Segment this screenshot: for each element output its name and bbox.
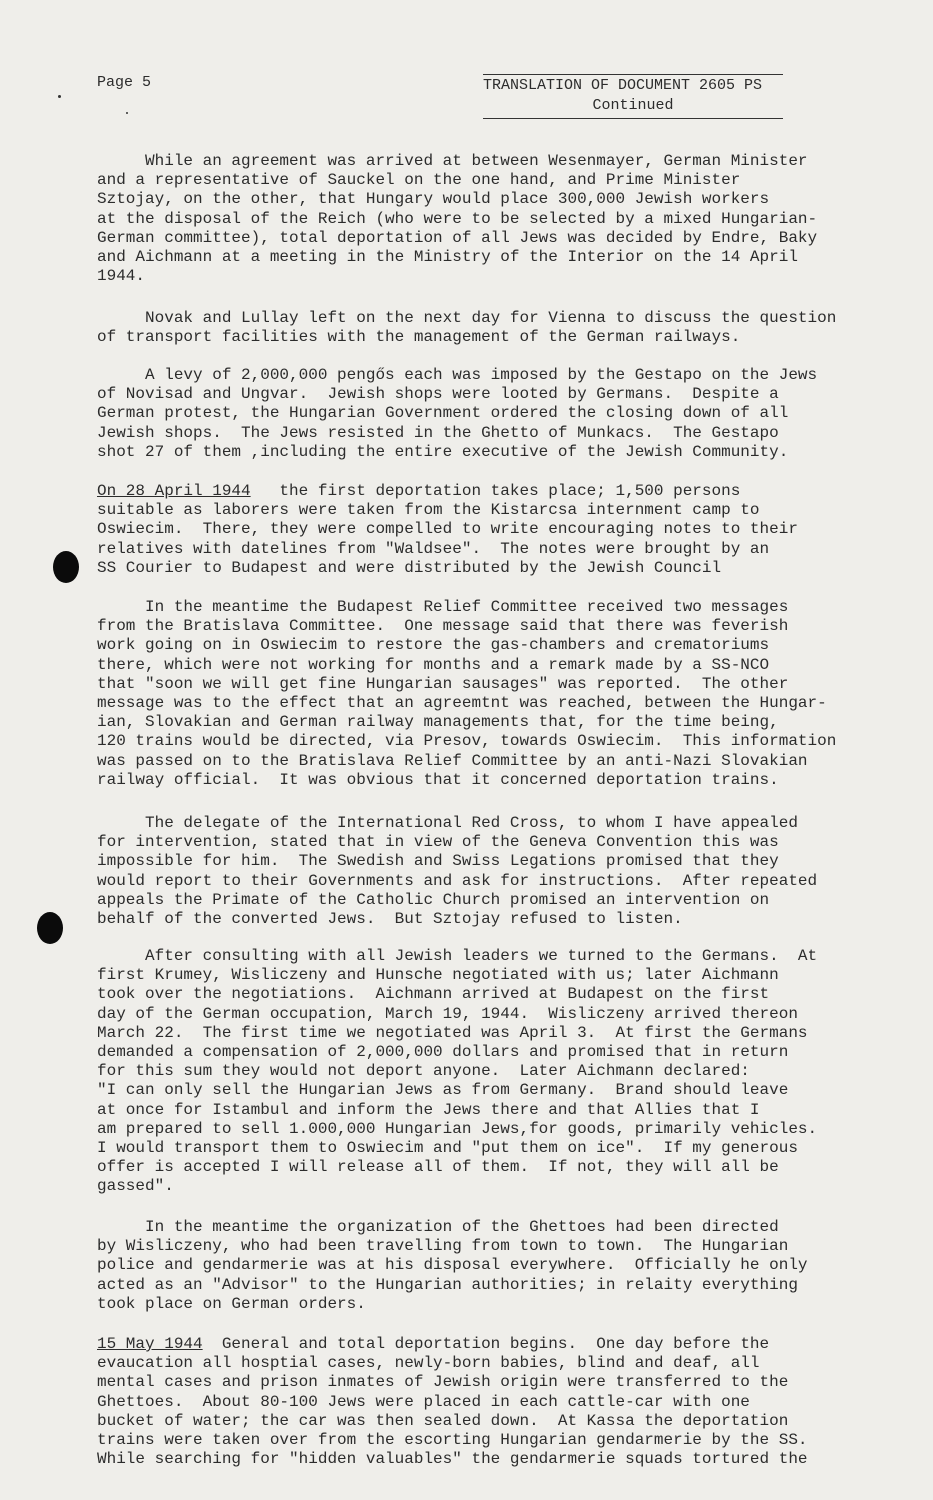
paragraph-line: behalf of the converted Jews. But Sztojay refused to listen. — [97, 910, 683, 929]
paragraph-line: In the meantime the Budapest Relief Committee received two messages — [97, 598, 789, 616]
paragraph — [97, 598, 857, 790]
paragraph-line: offer is accepted I will release all of them. If not, they will all be — [97, 1158, 779, 1177]
paragraph-line: "I can only sell the Hungarian Jews as from Germany. Brand should leave — [97, 1081, 789, 1100]
paragraph-line: was passed on to the Bratislava Relief Committee by an anti-Nazi Slovakian — [97, 751, 808, 770]
paragraph-line: at once for Istambul and inform the Jews there and that Allies that I — [97, 1100, 760, 1119]
paragraph-line: would report to their Governments and ask for instructions. After repeated — [97, 871, 818, 890]
paragraph-line: Sztojay, on the other, that Hungary would place 300,000 Jewish workers — [97, 190, 770, 209]
paragraph-line: 120 trains would be directed, via Presov, towards Oswiecim. This information — [97, 732, 837, 751]
paragraph-line: suitable as laborers were taken from the Kistarcsa internment camp to — [97, 501, 760, 520]
paragraph-line: mental cases and prison inmates of Jewish origin were transferred to the — [97, 1373, 789, 1392]
paragraph-line: relatives with datelines from "Waldsee". The notes were brought by an — [97, 539, 770, 558]
document-header — [483, 74, 783, 119]
paragraph — [97, 482, 857, 578]
paragraph-line: After consulting with all Jewish leaders we turned to the Germans. At — [97, 947, 818, 965]
paragraph-line: trains were taken over from the escorting Hungarian gendarmerie by the SS. — [97, 1431, 808, 1450]
paragraph-line: work going on in Oswiecim to restore the gas-chambers and crematoriums — [97, 636, 770, 655]
paragraph — [97, 309, 857, 347]
paragraph-line: demanded a compensation of 2,000,000 dollars and promised that in return — [97, 1043, 789, 1062]
paragraph-line: railway official. It was obvious that it concerned deportation trains. — [97, 770, 779, 789]
paragraph-line — [97, 1335, 857, 1354]
paragraph — [97, 1335, 857, 1469]
paragraph-line: German committee), total deportation of all Jews was decided by Endre, Baky — [97, 228, 818, 247]
paragraph-line: from the Bratislava Committee. One message said that there was feverish — [97, 617, 789, 636]
paragraph-line: gassed". — [97, 1177, 174, 1196]
paragraph-line: and a representative of Sauckel on the one hand, and Prime Minister — [97, 171, 741, 190]
paragraph — [97, 947, 857, 1197]
paragraph-line: there, which were not working for months and a remark made by a SS-NCO — [97, 655, 770, 674]
paragraph-line: ian, Slovakian and German railway managements that, for the time being, — [97, 713, 779, 732]
paragraph-line: Oswiecim. There, they were compelled to write encouraging notes to their — [97, 520, 798, 539]
punch-hole — [37, 912, 63, 944]
page-number: Page 5 — [97, 74, 152, 91]
paragraph-line: While searching for "hidden valuables" the gendarmerie squads tortured the — [97, 1450, 808, 1469]
entry-text: the first deportation takes place; 1,500 persons — [250, 482, 741, 500]
paragraph-line: SS Courier to Budapest and were distributed by the Jewish Council — [97, 558, 722, 577]
paragraph-line — [97, 482, 857, 501]
paragraph-line: first Krumey, Wisliczeny and Hunsche negotiated with us; later Aichmann — [97, 966, 779, 985]
paragraph-line: Ghettoes. About 80-100 Jews were placed in each cattle-car with one — [97, 1392, 750, 1411]
paragraph-line: of transport facilities with the management of the German railways. — [97, 328, 741, 347]
paragraph-line: acted as an "Advisor" to the Hungarian authorities; in relaity everything — [97, 1275, 798, 1294]
paragraph-line: message was to the effect that an agreemtnt was reached, between the Hungar- — [97, 694, 827, 713]
paragraph-line: took over the negotiations. Aichmann arrived at Budapest on the first — [97, 985, 770, 1004]
paragraph-line: took place on German orders. — [97, 1294, 366, 1313]
paragraph-line: for intervention, stated that in view of the Geneva Convention this was — [97, 833, 779, 852]
paragraph-line: and Aichmann at a meeting in the Ministry of the Interior on the 14 April — [97, 248, 798, 267]
paragraph-line: of Novisad and Ungvar. Jewish shops were looted by Germans. Despite a — [97, 385, 779, 404]
paragraph-line: impossible for him. The Swedish and Swiss Legations promised that they — [97, 852, 779, 871]
paragraph-line: bucket of water; the car was then sealed down. At Kassa the deportation — [97, 1411, 789, 1430]
punch-hole — [53, 551, 79, 583]
entry-date: 15 May 1944 — [97, 1335, 203, 1353]
paragraph-line: German protest, the Hungarian Government ordered the closing down of all — [97, 404, 789, 423]
paragraph — [97, 152, 857, 286]
paragraph-line: appeals the Primate of the Catholic Church promised an intervention on — [97, 890, 770, 909]
paper-speck — [126, 112, 128, 114]
paragraph — [97, 1218, 857, 1314]
paragraph-line: I would transport them to Oswiecim and "put them on ice". If my generous — [97, 1139, 798, 1158]
paragraph-line: March 22. The first time we negotiated was April 3. At first the Germans — [97, 1023, 808, 1042]
paragraph — [97, 814, 857, 929]
paragraph-line: Novak and Lullay left on the next day for Vienna to discuss the question — [97, 309, 837, 327]
entry-date: On 28 April 1944 — [97, 482, 251, 500]
paragraph-line: While an agreement was arrived at between Wesenmayer, German Minister — [97, 152, 808, 170]
paragraph-line: A levy of 2,000,000 pengős each was imposed by the Gestapo on the Jews — [97, 366, 818, 384]
paragraph-line: day of the German occupation, March 19, 1944. Wisliczeny arrived thereon — [97, 1004, 798, 1023]
paper-speck — [58, 95, 61, 98]
paragraph — [97, 366, 857, 462]
paragraph-line: am prepared to sell 1.000,000 Hungarian Jews,for goods, primarily vehicles. — [97, 1119, 818, 1138]
paragraph-line: 1944. — [97, 267, 146, 286]
paragraph-line: at the disposal of the Reich (who were to be selected by a mixed Hungarian- — [97, 209, 818, 228]
paragraph-line: evaucation all hosptial cases, newly-born babies, blind and deaf, all — [97, 1354, 760, 1373]
document-title: TRANSLATION OF DOCUMENT 2605 PS — [483, 74, 783, 96]
paragraph-line: for this sum they would not deport anyone. Later Aichmann declared: — [97, 1062, 750, 1081]
paragraph-line: that "soon we will get fine Hungarian sausages" was reported. The other — [97, 674, 789, 693]
paragraph-line: police and gendarmerie was at his disposal everywhere. Officially he only — [97, 1256, 808, 1275]
paragraph-line: The delegate of the International Red Cross, to whom I have appealed — [97, 814, 798, 832]
paragraph-line: In the meantime the organization of the Ghettoes had been directed — [97, 1218, 779, 1236]
paragraph-line: shot 27 of them ,including the entire executive of the Jewish Community. — [97, 442, 789, 461]
paragraph-line: Jewish shops. The Jews resisted in the Ghetto of Munkacs. The Gestapo — [97, 423, 779, 442]
document-subtitle: Continued — [483, 96, 783, 119]
paragraph-line: by Wisliczeny, who had been travelling from town to town. The Hungarian — [97, 1237, 789, 1256]
entry-text: General and total deportation begins. One day before the — [202, 1335, 770, 1353]
